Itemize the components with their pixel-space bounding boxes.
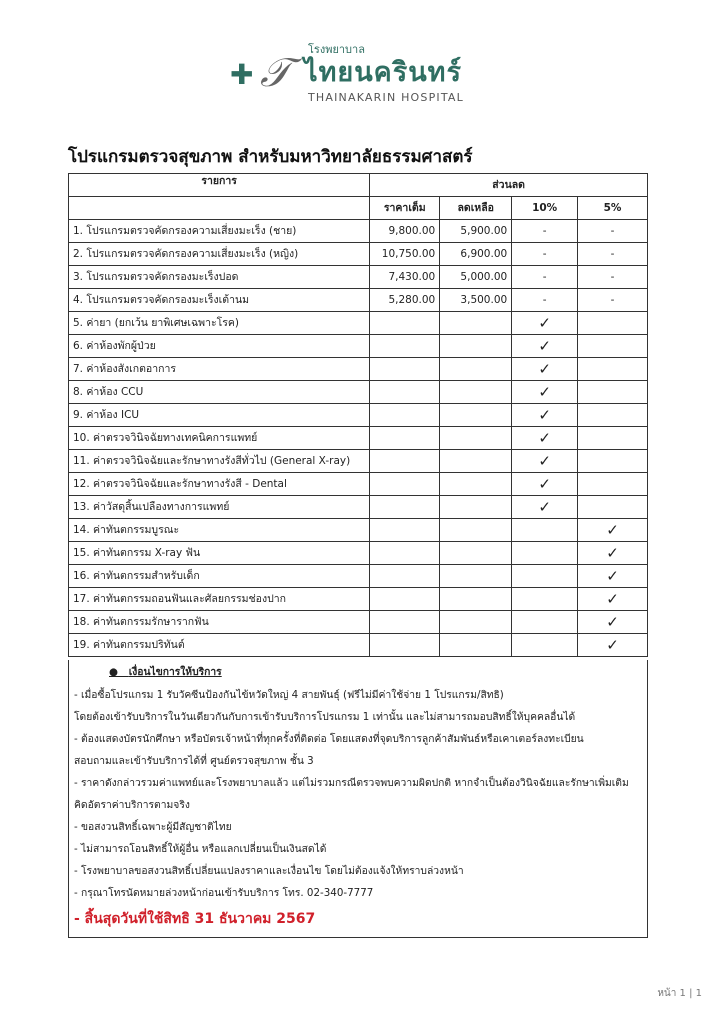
header-10pct: 10% <box>512 197 578 220</box>
reduced-price <box>440 381 512 404</box>
discount-5pct: ✓ <box>578 634 648 657</box>
condition-line: สอบถามและเข้ารับบริการได้ที่ ศูนย์ตรวจสุขภาพ ชั้น 3 <box>74 755 314 767</box>
discount-10pct: - <box>512 243 578 266</box>
reduced-price <box>440 427 512 450</box>
full-price: 5,280.00 <box>370 289 440 312</box>
table-row <box>69 634 648 657</box>
discount-5pct: - <box>578 243 648 266</box>
discount-10pct: ✓ <box>512 335 578 358</box>
item-name: 10. ค่าตรวจวินิจฉัยทางเทคนิคการแพทย์ <box>69 427 370 450</box>
discount-5pct: ✓ <box>578 565 648 588</box>
discount-10pct: ✓ <box>512 358 578 381</box>
discount-5pct <box>578 358 648 381</box>
discount-5pct <box>578 427 648 450</box>
header-discount: ส่วนลด <box>370 174 648 197</box>
table-row <box>69 473 648 496</box>
item-name: 15. ค่าทันตกรรม X-ray ฟัน <box>69 542 370 565</box>
table-row <box>69 220 648 243</box>
header-item-blank <box>69 197 370 220</box>
table-row <box>69 312 648 335</box>
full-price <box>370 519 440 542</box>
discount-10pct: ✓ <box>512 496 578 519</box>
table-row <box>69 450 648 473</box>
discount-10pct <box>512 565 578 588</box>
reduced-price <box>440 588 512 611</box>
item-name: 13. ค่าวัสดุสิ้นเปลืองทางการแพทย์ <box>69 496 370 519</box>
item-name: 11. ค่าตรวจวินิจฉัยและรักษาทางรังสีทั่วไป (General X-ray) <box>69 450 370 473</box>
item-name: 17. ค่าทันตกรรมถอนฟันและศัลยกรรมช่องปาก <box>69 588 370 611</box>
item-name: 8. ค่าห้อง CCU <box>69 381 370 404</box>
table-row <box>69 496 648 519</box>
condition-line: - กรุณาโทรนัดหมายล่วงหน้าก่อนเข้ารับบริการ โทร. 02-340-7777 <box>74 887 374 899</box>
full-price <box>370 404 440 427</box>
logo-thai-name: ไทยนครินทร์ <box>304 57 462 88</box>
discount-10pct: ✓ <box>512 473 578 496</box>
conditions-box <box>68 660 648 938</box>
discount-5pct <box>578 404 648 427</box>
reduced-price <box>440 565 512 588</box>
item-name: 6. ค่าห้องพักผู้ป่วย <box>69 335 370 358</box>
condition-line: โดยต้องเข้ารับบริการในวันเดียวกันกับการเข้ารับบริการโปรแกรม 1 เท่านั้น และไม่สามารถมอบสิทธิ์ให้บุคคลอื่นได้ <box>74 711 576 723</box>
full-price: 7,430.00 <box>370 266 440 289</box>
reduced-price: 3,500.00 <box>440 289 512 312</box>
discount-5pct: - <box>578 289 648 312</box>
table-row <box>69 243 648 266</box>
item-name: 9. ค่าห้อง ICU <box>69 404 370 427</box>
full-price: 9,800.00 <box>370 220 440 243</box>
condition-line: - ไม่สามารถโอนสิทธิ์ให้ผู้อื่น หรือแลกเปลี่ยนเป็นเงินสดได้ <box>74 843 327 855</box>
full-price <box>370 427 440 450</box>
discount-5pct: ✓ <box>578 542 648 565</box>
table-row <box>69 542 648 565</box>
discount-5pct: - <box>578 220 648 243</box>
full-price: 10,750.00 <box>370 243 440 266</box>
item-name: 7. ค่าห้องสังเกตอาการ <box>69 358 370 381</box>
item-name: 5. ค่ายา (ยกเว้น ยาพิเศษเฉพาะโรค) <box>69 312 370 335</box>
discount-5pct: - <box>578 266 648 289</box>
full-price <box>370 381 440 404</box>
discount-10pct: - <box>512 220 578 243</box>
item-name: 16. ค่าทันตกรรมสำหรับเด็ก <box>69 565 370 588</box>
full-price <box>370 496 440 519</box>
table-row <box>69 611 648 634</box>
reduced-price <box>440 542 512 565</box>
page-title: โปรแกรมตรวจสุขภาพ สำหรับมหาวิทยาลัยธรรมศาสตร์ <box>68 147 473 167</box>
full-price <box>370 588 440 611</box>
header-item: รายการ <box>69 174 370 197</box>
reduced-price <box>440 335 512 358</box>
condition-line: - เมื่อซื้อโปรแกรม 1 รับวัคซีนป้องกันไข้หวัดใหญ่ 4 สายพันธุ์ (ฟรีไม่มีค่าใช้จ่าย 1 โปรแกรม/สิทธิ) <box>74 689 504 701</box>
header-full-price: ราคาเต็ม <box>370 197 440 220</box>
table-row <box>69 335 648 358</box>
discount-5pct: ✓ <box>578 519 648 542</box>
discount-5pct <box>578 496 648 519</box>
discount-10pct <box>512 611 578 634</box>
discount-10pct <box>512 519 578 542</box>
item-name: 18. ค่าทันตกรรมรักษารากฟัน <box>69 611 370 634</box>
header-reduced: ลดเหลือ <box>440 197 512 220</box>
full-price <box>370 634 440 657</box>
reduced-price <box>440 404 512 427</box>
discount-10pct: ✓ <box>512 450 578 473</box>
table-row <box>69 588 648 611</box>
logo-swirl-icon: 𝒯 <box>260 50 291 96</box>
logo-thai-small: โรงพยาบาล <box>308 43 365 56</box>
discount-10pct: ✓ <box>512 427 578 450</box>
full-price <box>370 450 440 473</box>
full-price <box>370 473 440 496</box>
discount-5pct <box>578 312 648 335</box>
item-name: 4. โปรแกรมตรวจคัดกรองมะเร็งเต้านม <box>69 289 370 312</box>
item-name: 14. ค่าทันตกรรมบูรณะ <box>69 519 370 542</box>
conditions-heading: ● เงื่อนไขการให้บริการ <box>109 666 222 678</box>
discount-5pct <box>578 473 648 496</box>
discount-5pct <box>578 381 648 404</box>
discount-10pct: - <box>512 266 578 289</box>
condition-line: คิดอัตราค่าบริการตามจริง <box>74 799 190 811</box>
full-price <box>370 358 440 381</box>
reduced-price <box>440 450 512 473</box>
hospital-logo <box>230 44 500 106</box>
expiry-note: - สิ้นสุดวันที่ใช้สิทธิ 31 ธันวาคม 2567 <box>74 911 316 927</box>
discount-10pct: ✓ <box>512 381 578 404</box>
table-row <box>69 519 648 542</box>
reduced-price <box>440 473 512 496</box>
discount-5pct: ✓ <box>578 588 648 611</box>
condition-line: - ราคาดังกล่าวรวมค่าแพทย์และโรงพยาบาลแล้ว แต่ไม่รวมกรณีตรวจพบความผิดปกติ หากจำเป็นต้องวินิจฉัยและรักษาเพิ่มเติม <box>74 777 629 789</box>
reduced-price <box>440 358 512 381</box>
discount-10pct: ✓ <box>512 312 578 335</box>
discount-5pct <box>578 450 648 473</box>
condition-line: - ขอสงวนสิทธิ์เฉพาะผู้มีสัญชาติไทย <box>74 821 232 833</box>
plus-icon: ✚ <box>230 58 254 91</box>
page-number: หน้า 1 | 1 <box>657 988 702 999</box>
item-name: 3. โปรแกรมตรวจคัดกรองมะเร็งปอด <box>69 266 370 289</box>
discount-10pct: ✓ <box>512 404 578 427</box>
table-row <box>69 404 648 427</box>
discount-10pct: - <box>512 289 578 312</box>
table-row <box>69 565 648 588</box>
condition-line: - โรงพยาบาลขอสงวนสิทธิ์เปลี่ยนแปลงราคาและเงื่อนไข โดยไม่ต้องแจ้งให้ทราบล่วงหน้า <box>74 865 464 877</box>
item-name: 19. ค่าทันตกรรมปริทันต์ <box>69 634 370 657</box>
discount-5pct <box>578 335 648 358</box>
table-row <box>69 266 648 289</box>
table-row <box>69 289 648 312</box>
table-row <box>69 381 648 404</box>
discount-10pct <box>512 634 578 657</box>
full-price <box>370 542 440 565</box>
price-table <box>68 173 648 657</box>
reduced-price <box>440 519 512 542</box>
table-row <box>69 358 648 381</box>
full-price <box>370 565 440 588</box>
reduced-price <box>440 634 512 657</box>
item-name: 12. ค่าตรวจวินิจฉัยและรักษาทางรังสี - Dental <box>69 473 370 496</box>
reduced-price: 6,900.00 <box>440 243 512 266</box>
reduced-price <box>440 611 512 634</box>
condition-line: - ต้องแสดงบัตรนักศึกษา หรือบัตรเจ้าหน้าที่ทุกครั้งที่ติดต่อ โดยแสดงที่จุดบริการลูกค้าสัมพันธ์หรือเคาเตอร์ลงทะเบียน <box>74 733 584 745</box>
conditions-heading-text: เงื่อนไขการให้บริการ <box>128 666 222 678</box>
reduced-price <box>440 312 512 335</box>
reduced-price <box>440 496 512 519</box>
full-price <box>370 335 440 358</box>
full-price <box>370 611 440 634</box>
discount-10pct <box>512 588 578 611</box>
header-5pct: 5% <box>578 197 648 220</box>
reduced-price: 5,900.00 <box>440 220 512 243</box>
discount-10pct <box>512 542 578 565</box>
full-price <box>370 312 440 335</box>
logo-english-name: THAINAKARIN HOSPITAL <box>308 91 464 104</box>
discount-5pct: ✓ <box>578 611 648 634</box>
item-name: 2. โปรแกรมตรวจคัดกรองความเสี่ยงมะเร็ง (หญิง) <box>69 243 370 266</box>
table-row <box>69 427 648 450</box>
reduced-price: 5,000.00 <box>440 266 512 289</box>
item-name: 1. โปรแกรมตรวจคัดกรองความเสี่ยงมะเร็ง (ชาย) <box>69 220 370 243</box>
